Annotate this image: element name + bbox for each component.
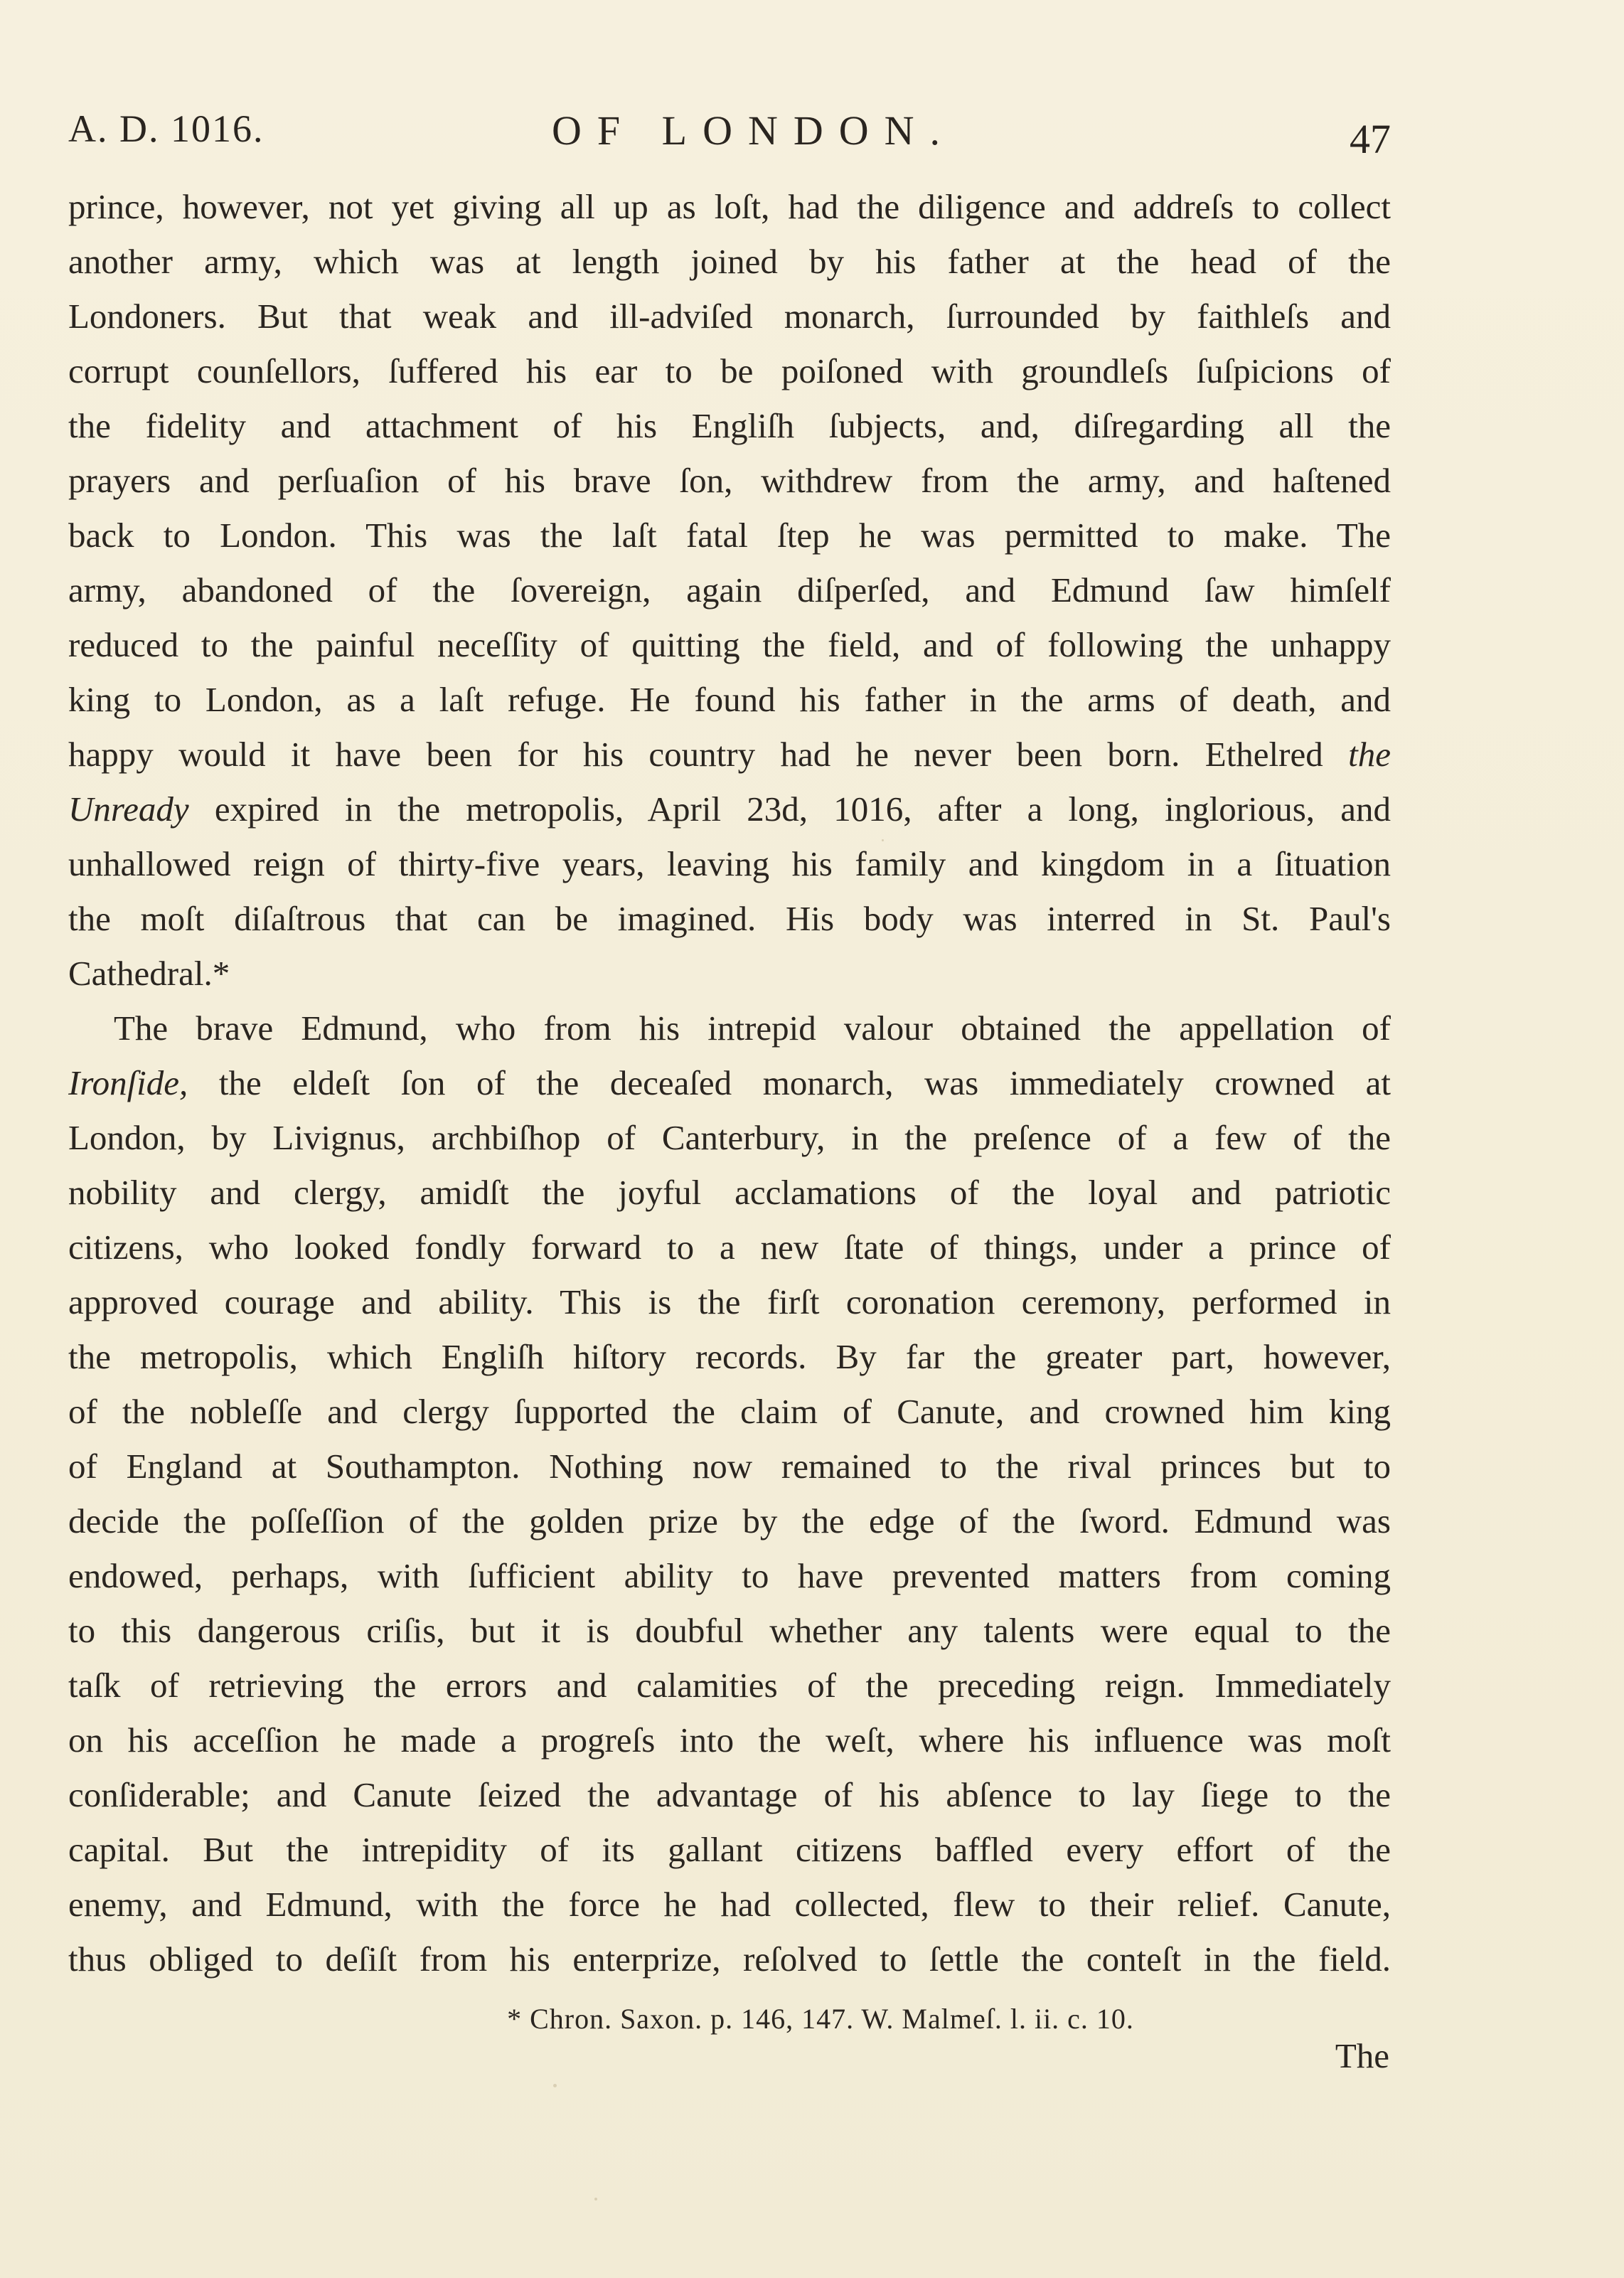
- text-line: The brave Edmund, who from his intrepid valour obtained the appellation of: [114, 1008, 1391, 1048]
- text-line: Londoners. But that weak and ill-adviſed monarch, ſurrounded by faithleſs and: [68, 297, 1391, 336]
- text-line: capital. But the intrepidity of its gallant citizens baffled every effort of the: [68, 1830, 1391, 1869]
- text-line: thus obliged to deſiſt from his enterprize, reſolved to ſettle the conteſt in the field.: [68, 1939, 1391, 1979]
- text-line-part: expired in the metropolis, April 23d, 1016, after a long, inglorious, and: [188, 789, 1391, 829]
- italic-word: Ironſide,: [68, 1063, 188, 1102]
- text-line: the fidelity and attachment of his Engliſh ſubjects, and, diſregarding all the: [68, 406, 1391, 445]
- text-line: Cathedral.*: [68, 954, 230, 993]
- italic-word: the: [1348, 735, 1391, 774]
- text-line: of the nobleſſe and clergy ſupported the claim of Canute, and crowned him king: [68, 1392, 1391, 1431]
- text-line: on his acceſſion he made a progreſs into the weſt, where his influence was moſt: [68, 1720, 1391, 1760]
- paper-speck: [594, 2198, 597, 2200]
- text-line: prayers and perſuaſion of his brave ſon, withdrew from the army, and haſtened: [68, 461, 1391, 500]
- text-line: of England at Southampton. Nothing now remained to the rival princes but to: [68, 1447, 1391, 1486]
- paper-speck: [553, 2084, 557, 2087]
- text-line: another army, which was at length joined by his father at the head of the: [68, 242, 1391, 281]
- text-line: London, by Livignus, archbiſhop of Canterbury, in the preſence of a few of the: [68, 1118, 1391, 1157]
- text-line: enemy, and Edmund, with the force he had collected, flew to their relief. Canute,: [68, 1885, 1391, 1924]
- text-line: unhallowed reign of thirty-five years, leaving his family and kingdom in a ſituation: [68, 844, 1391, 883]
- text-line: decide the poſſeſſion of the golden prize by the edge of the ſword. Edmund was: [68, 1501, 1391, 1540]
- text-line: corrupt counſellors, ſuffered his ear to be poiſoned with groundleſs ſuſpicions of: [68, 351, 1391, 390]
- text-line: endowed, perhaps, with ſufficient ability to have prevented matters from coming: [68, 1556, 1391, 1595]
- text-line: citizens, who looked fondly forward to a new ſtate of things, under a prince of: [68, 1228, 1391, 1267]
- text-line-part: the eldeſt ſon of the deceaſed monarch, was immediately crowned at: [188, 1063, 1391, 1102]
- text-line: the moſt diſaſtrous that can be imagined. His body was interred in St. Paul's: [68, 899, 1391, 938]
- text-line: king to London, as a laſt refuge. He found his father in the arms of death, and: [68, 680, 1391, 719]
- text-line: reduced to the painful neceſſity of quitting the field, and of following the unhappy: [68, 625, 1391, 664]
- text-line: [68, 727, 1391, 782]
- text-line: [68, 782, 1391, 836]
- page-number: 47: [1350, 116, 1391, 162]
- text-line: army, abandoned of the ſovereign, again diſperſed, and Edmund ſaw himſelf: [68, 570, 1391, 610]
- text-line: approved courage and ability. This is the firſt coronation ceremony, performed in: [68, 1282, 1391, 1321]
- body-text: [68, 179, 1391, 1986]
- footnote: [0, 2002, 1624, 2035]
- text-line: to this dangerous criſis, but it is doubful whether any talents were equal to the: [68, 1611, 1391, 1650]
- header-year: A. D. 1016.: [68, 107, 265, 150]
- paper-speck: [882, 839, 884, 841]
- text-line-part: happy would it have been for his country had he never been born. Ethelred: [68, 735, 1323, 774]
- text-line: prince, however, not yet giving all up as loſt, had the diligence and addreſs to collect: [68, 187, 1391, 226]
- text-line: nobility and clergy, amidſt the joyful acclamations of the loyal and patriotic: [68, 1173, 1391, 1212]
- text-line: taſk of retrieving the errors and calamities of the preceding reign. Immediately: [68, 1666, 1391, 1705]
- text-line: [68, 1055, 1391, 1110]
- text-line: back to London. This was the laſt fatal ſtep he was permitted to make. The: [68, 516, 1391, 555]
- catchword: The: [1335, 2036, 1389, 2075]
- text-line: the metropolis, which Engliſh hiſtory records. By far the greater part, however,: [68, 1337, 1391, 1376]
- footnote-text: * Chron. Saxon. p. 146, 147. W. Malmeſ. l. ii. c. 10.: [507, 2003, 1134, 2035]
- text-line: conſiderable; and Canute ſeized the advantage of his abſence to lay ſiege to the: [68, 1775, 1391, 1814]
- header-title: OF LONDON.: [552, 107, 956, 154]
- italic-word: Unready: [68, 789, 189, 829]
- running-head: [68, 107, 1391, 164]
